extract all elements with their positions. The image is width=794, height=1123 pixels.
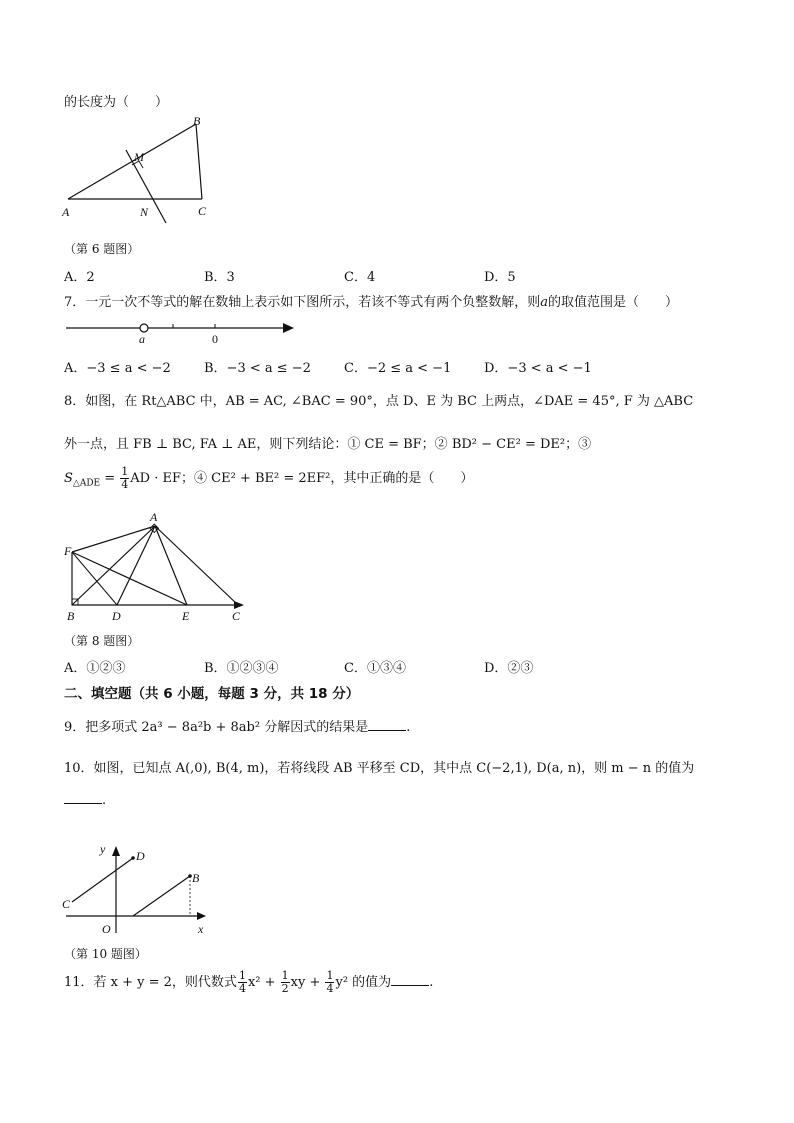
q8-label-c: C [232,609,241,623]
q8-label-d: D [112,609,121,623]
q11-end: . [429,975,434,990]
q6-label-n: N [140,205,149,219]
q8-option-a: A．①②③ [64,661,126,676]
q10-line2 [64,793,106,808]
q7-option-b: B．−3 < a ≤ −2 [204,361,311,376]
q9-end: . [406,720,411,735]
q8-line3 [64,466,473,491]
q9-answer-blank[interactable] [368,729,406,731]
q7-stem-var: a [540,295,549,310]
q6-label-m: M [134,150,144,164]
q7-stem [64,291,678,310]
q8-option-c: C．①③④ [344,661,406,676]
q11-frac2 [281,970,290,995]
q8-eq: = [100,471,120,486]
q9-text: 9．把多项式 2a³ − 8a²b + 8ab² 分解因式的结果是 [64,720,369,735]
q8-label-b: B [67,609,75,623]
q8-caption: （第 8 题图） [64,634,140,648]
q11-frac1 [238,970,247,995]
q10-label-o: O [102,922,111,936]
q11-frac2-num: 1 [281,969,289,982]
q10-label-b: B [192,871,200,885]
q6-option-b: B．3 [204,270,235,285]
q10-label-c: C [62,897,71,911]
q10-figure [60,838,210,938]
q8-option-d: D．②③ [484,661,534,676]
q8-line2: 外一点，且 FB ⊥ BC, FA ⊥ AE，则下列结论：① CE = BF；② BD² − CE² = DE²；③ [64,437,592,452]
q6-option-d: D．5 [484,270,516,285]
q6-option-a: A．2 [64,270,95,285]
q11-frac3-num: 1 [326,969,334,982]
q8-frac-num: 1 [121,465,129,478]
q7-stem-text: 7．一元一次不等式的解在数轴上表示如下图所示，若该不等式有两个负整数解，则 [64,295,541,310]
q8-line1: 8．如图，在 Rt△ABC 中，AB = AC, ∠BAC = 90°，点 D、E 为 BC 上两点，∠DAE = 45°, F 为 △ABC [64,394,694,409]
q10-caption: （第 10 题图） [64,947,147,961]
q7-stem-end: 的取值范围是（ ） [548,295,679,310]
q11-frac2-den: 2 [281,982,289,995]
q8-area-s: S [64,471,73,486]
q7-option-a: A．−3 ≤ a < −2 [64,361,171,376]
q8-option-b: B．①②③④ [204,661,279,676]
q8-label-e: E [182,609,190,623]
q11-frac3 [325,970,334,995]
q9-stem [64,716,410,735]
section-title: 二、填空题（共 6 小题，每题 3 分，共 18 分） [64,686,360,702]
q8-label-f: F [64,544,72,558]
q8-figure [60,508,250,623]
q11-frac1-num: 1 [238,969,246,982]
q6-label-a: A [62,205,70,219]
q11-frac3-den: 4 [326,982,334,995]
q11-stem [64,970,433,995]
q10-line1: 10．如图，已知点 A(,0), B(4, m)，若将线段 AB 平移至 CD，其中点 C(−2,1), D(a, n)，则 m − n 的值为 [64,761,695,776]
q11-term1: x² + [247,975,280,990]
q10-label-d: D [136,849,145,863]
q10-label-y: y [100,842,106,856]
q11-term2: xy + [290,975,325,990]
q11-answer-blank[interactable] [391,984,429,986]
q8-line3-rest: AD · EF；④ CE² + BE² = 2EF²，其中正确的是（ ） [130,471,474,486]
q8-frac-den: 4 [121,478,129,491]
q8-fraction [120,466,129,491]
q7-label-zero: 0 [212,332,218,345]
q8-area-sub: △ADE [72,478,101,489]
q10-answer-blank[interactable] [64,802,102,804]
q7-option-d: D．−3 < a < −1 [484,361,592,376]
q6-stem-tail: 的长度为（ ） [64,95,169,110]
q6-caption: （第 6 题图） [64,242,140,256]
q8-label-a: A [150,510,158,524]
q6-option-c: C．4 [344,270,376,285]
q6-figure [60,115,230,225]
q6-label-b: B [193,115,201,128]
q7-label-a: a [139,332,145,345]
q11-pre: 11．若 x + y = 2，则代数式 [64,975,237,990]
q11-frac1-den: 4 [238,982,246,995]
q10-label-x: x [198,922,204,936]
q10-end: . [102,793,107,808]
q11-term3: y² 的值为 [335,975,392,990]
q7-option-c: C．−2 ≤ a < −1 [344,361,452,376]
q6-label-c: C [198,204,207,218]
q7-number-line [64,315,304,345]
